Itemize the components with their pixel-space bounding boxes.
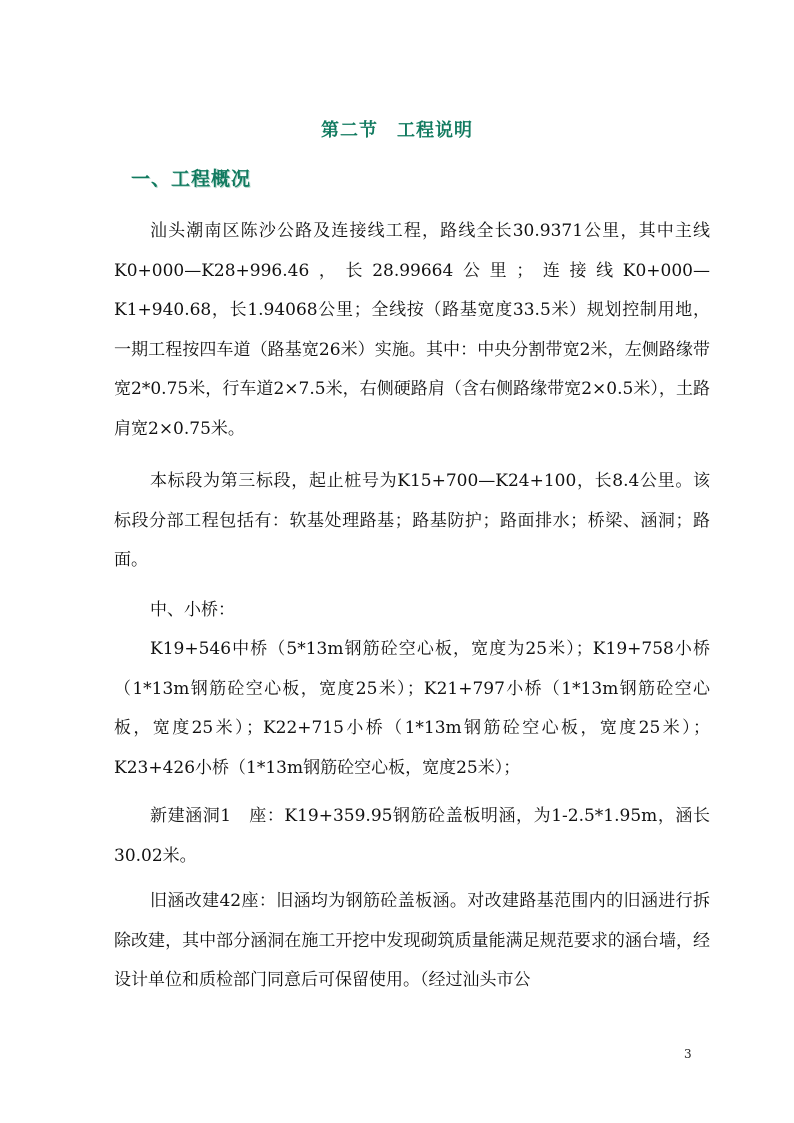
heading-project-overview: 一、工程概况 xyxy=(131,168,252,190)
paragraph-bridges-heading: 中、小桥： xyxy=(150,600,235,620)
paragraph-bridges-list: K19+546中桥（5*13m钢筋砼空心板，宽度为25米）；K19+758小桥（1*13m钢筋砼空心板，宽度25米）；K21+797小桥（1*13m钢筋砼空心板，宽度25米）；K22+715小桥（1*13m钢筋砼空心板，宽度25米）；K23+426小桥（1*13m钢筋砼空心板，宽度25米）； xyxy=(114,639,710,778)
section-title: 第二节 工程说明 xyxy=(321,120,473,141)
page-number: 3 xyxy=(684,1047,692,1061)
paragraph-route-overview: 汕头潮南区陈沙公路及连接线工程，路线全长30.9371公里，其中主线K0+000—K28+996.46，长28.99664公里；连接线K0+000—K1+940.68，长1.94068公里；全线按（路基宽度33.5米）规划控制用地，一期工程按四车道（路基宽26米）实施。其中：中央分割带宽2米，左侧路缘带宽2*0.75米，行车道2×7.5米，右侧硬路肩（含右侧路缘带宽2×0.5米），土路肩宽2×0.75米。 xyxy=(114,221,710,439)
paragraph-section-scope: 本标段为第三标段，起止桩号为K15+700—K24+100，长8.4公里。该标段分部工程包括有：软基处理路基；路基防护；路面排水；桥梁、涵洞；路面。 xyxy=(114,471,710,570)
paragraph-culvert-rebuild: 旧涵改建42座：旧涵均为钢筋砼盖板涵。对改建路基范围内的旧涵进行拆除改建，其中部分涵洞在施工开挖中发现砌筑质量能满足规范要求的涵台墙，经设计单位和质检部门同意后可保留使用。（经过汕头市公 xyxy=(114,891,710,990)
paragraph-new-culvert: 新建涵洞1 座：K19+359.95钢筋砼盖板明涵，为1-2.5*1.95m，涵长30.02米。 xyxy=(114,806,710,866)
